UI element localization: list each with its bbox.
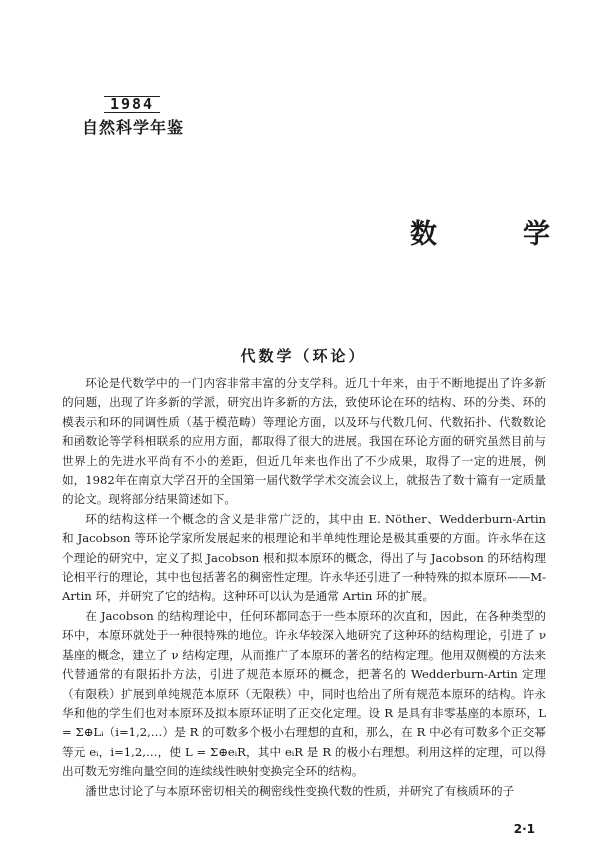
paragraph-3: 在 Jacobson 的结构理论中，任何环都同态于一些本原环的次直和，因此，在各种类型的环中，本原环就处于一种很特殊的地位。许永华较深入地研究了这种环的结构理论，引进了 ν 基座的概念，建立了 ν 结构定理，从而推广了本原环的著名的结构定理。他用双侧模的方法来代替通常的有限拓扑方法，引进了规范本原环的概念，把著名的 Wedderburn-Artin 定理（有限秩）扩展到单纯规范本原环（无限秩）中，同时也给出了所有规范本原环的结构。许永华和他的学生们也对本原环及拟本原环证明了正交化定理。设 R 是具有非零基座的本原环，L = Σ⊕Lᵢ（i=1,2,…）是 R 的可数多个极小右理想的直和，那么，在 R 中必有可数多个正交幂等元 eᵢ，i=1,2,…，使 L = Σ⊕eᵢR，其中 eᵢR 是 R 的极小右理想。利用这样的定理，可以得出可数无穷维向量空间的连续线性映射变换完全环的结构。	[62, 608, 546, 779]
yearbook-header	[82, 95, 185, 138]
yearbook-year: 1984	[104, 96, 160, 113]
paragraph-1: 环论是代数学中的一门内容非常丰富的分支学科。近几十年来，由于不断地提出了许多新的问题，出现了许多新的学派，研究出许多新的方法，致使环论在环的结构、环的分类、环的模表示和环的同调性质（基于模范畴）等理论方面，以及环与代数几何、代数拓扑、代数数论和函数论等学科相联系的应用方面，都取得了很大的进展。我国在环论方面的研究虽然目前与世界上的先进水平尚有不小的差距，但近几年来也作出了不少成果，取得了一定的进展，例如，1982年在南京大学召开的全国第一届代数学学术交流会议上，就报告了数十篇有一定质量的论文。现将部分结果简述如下。	[62, 376, 546, 507]
article-body	[62, 374, 546, 801]
section-title	[410, 212, 550, 251]
article-title: 代数学（环论）	[240, 347, 367, 365]
yearbook-title: 自然科学年鉴	[82, 118, 185, 137]
paragraph-2: 环的结构这样一个概念的含义是非常广泛的，其中由 E. Nöther、Wedderburn-Artin 和 Jacobson 等环论学家所发展起来的根理论和半单纯性理论是极其重要的方面。许永华在这个理论的研究中，定义了拟 Jacobson 根和拟本原环的概念，得出了与 Jacobson 的环结构理论相平行的理论，其中也包括著名的稠密性定理。许永华还引进了一种特殊的拟本原环——M-Artin 环，并研究了它的结构。这种环可以认为是通常 Artin 环的扩展。	[62, 511, 546, 604]
paragraph-4: 潘世忠讨论了与本原环密切相关的稠密线性变换代数的性质，并研究了有核质环的子	[85, 783, 515, 798]
page-number: 2·1	[513, 822, 535, 836]
section-title-char-2: 学	[523, 219, 550, 250]
section-title-char-1: 数	[410, 219, 437, 250]
